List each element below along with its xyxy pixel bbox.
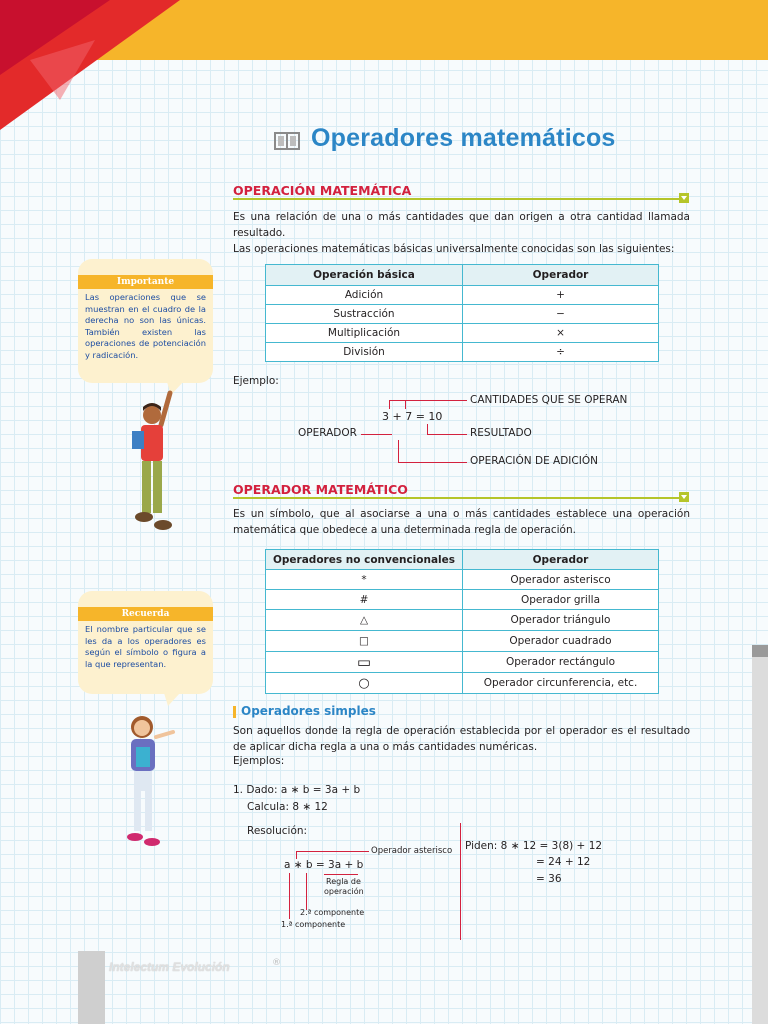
note-title: Importante <box>78 275 213 289</box>
label-resultado: RESULTADO <box>470 427 532 439</box>
arrow-line <box>398 462 467 463</box>
example-item: Calcula: 8 ∗ 12 <box>247 801 328 813</box>
equation: a ∗ b = 3a + b <box>284 859 364 871</box>
table-row <box>266 610 659 631</box>
arrow-line <box>389 400 390 409</box>
note-recuerda <box>78 591 213 694</box>
corner-decoration <box>0 0 180 135</box>
table-row <box>266 570 659 590</box>
right-edge-cap <box>752 645 768 657</box>
label-operador-asterisco: Operador asterisco <box>371 846 453 856</box>
table-cell: Operador asterisco <box>463 570 659 590</box>
table-cell: Operador grilla <box>463 590 659 610</box>
arrow-line <box>389 400 467 401</box>
book-icon <box>274 131 300 151</box>
table-cell: * <box>266 570 463 590</box>
registered-mark: ® <box>272 958 281 968</box>
chevron-down-icon <box>679 492 689 502</box>
table-header: Operador <box>463 550 659 570</box>
table-row <box>266 324 659 343</box>
arrow-line <box>296 851 297 859</box>
note-title: Recuerda <box>78 607 213 621</box>
label-regla: operación <box>324 887 364 896</box>
basic-operations-table <box>265 264 659 362</box>
table-cell: # <box>266 590 463 610</box>
operators-table <box>265 549 659 694</box>
note-importante <box>78 259 213 383</box>
section-heading-operador: OPERADOR MATEMÁTICO <box>233 482 408 497</box>
section-rule <box>233 497 683 499</box>
label-componente-1: 1.ª componente <box>281 920 346 929</box>
paragraph: Es un símbolo, que al asociarse a una o más cantidades establece una operación matemática que obedece a una determinada regla de operación. <box>233 508 690 536</box>
table-cell: Operador circunferencia, etc. <box>463 673 659 694</box>
table-cell: ▭ <box>266 652 463 673</box>
example-label: Ejemplo: <box>233 375 279 387</box>
label-regla: Regla de <box>326 877 361 886</box>
divider-line <box>460 823 461 940</box>
solution-line: = 36 <box>536 873 562 885</box>
label-componente-2: 2.ª componente <box>300 908 365 917</box>
footer-brand: Intelectum Evolución <box>109 960 230 974</box>
table-row <box>266 631 659 652</box>
table-header: Operación básica <box>266 265 463 286</box>
table-header: Operador <box>463 265 659 286</box>
right-edge-strip <box>752 645 768 1024</box>
table-cell: Adición <box>266 286 463 305</box>
table-cell: − <box>463 305 659 324</box>
speech-tail <box>162 693 182 707</box>
section-heading-operacion: OPERACIÓN MATEMÁTICA <box>233 183 412 198</box>
table-cell: Sustracción <box>266 305 463 324</box>
arrow-line <box>296 851 369 852</box>
paragraph: Son aquellos donde la regla de operación establecida por el operador es el resultado de aplicar dicha regla a una o más cantidades numéricas. <box>233 725 690 753</box>
girl-illustration <box>118 712 183 852</box>
subsection-marker <box>233 706 236 718</box>
arrow-line <box>405 400 406 409</box>
chevron-down-icon <box>679 193 689 203</box>
table-cell: ÷ <box>463 343 659 362</box>
arrow-line <box>361 434 392 435</box>
label-operacion: OPERACIÓN DE ADICIÓN <box>470 455 598 467</box>
arrow-line <box>427 434 467 435</box>
subsection-heading: Operadores simples <box>241 704 376 718</box>
table-cell: Multiplicación <box>266 324 463 343</box>
solution-line: = 24 + 12 <box>536 856 591 868</box>
boy-illustration <box>125 385 190 540</box>
table-row <box>266 590 659 610</box>
table-header: Operadores no convencionales <box>266 550 463 570</box>
table-cell: □ <box>266 631 463 652</box>
section-rule <box>233 198 683 200</box>
arrow-line <box>427 424 428 434</box>
table-cell: División <box>266 343 463 362</box>
table-cell: × <box>463 324 659 343</box>
examples-label: Ejemplos: <box>233 755 285 767</box>
arrow-line <box>289 873 290 919</box>
equation: 3 + 7 = 10 <box>382 410 443 423</box>
paragraph: Las operaciones matemáticas básicas universalmente conocidas son las siguientes: <box>233 243 675 255</box>
arrow-line <box>306 873 307 910</box>
resolution-label: Resolución: <box>247 825 308 837</box>
table-cell: △ <box>266 610 463 631</box>
note-body: Las operaciones que se muestran en el cuadro de la derecha no son las únicas. También existen las operaciones de potenciación y radicación. <box>85 292 206 360</box>
table-row <box>266 305 659 324</box>
table-cell: ○ <box>266 673 463 694</box>
table-row <box>266 343 659 362</box>
table-cell: + <box>463 286 659 305</box>
arrow-line <box>398 440 399 462</box>
table-row <box>266 652 659 673</box>
label-cantidades: CANTIDADES QUE SE OPERAN <box>470 394 628 406</box>
note-body: El nombre particular que se les da a los operadores es según el símbolo o figura a la que representan. <box>85 624 206 669</box>
table-row <box>266 673 659 694</box>
table-cell: Operador cuadrado <box>463 631 659 652</box>
solution-line: Piden: 8 ∗ 12 = 3(8) + 12 <box>465 840 603 852</box>
example-item: 1. Dado: a ∗ b = 3a + b <box>233 784 361 796</box>
table-cell: Operador triángulo <box>463 610 659 631</box>
table-row <box>266 286 659 305</box>
table-cell: Operador rectángulo <box>463 652 659 673</box>
page-title: Operadores matemáticos <box>311 124 616 152</box>
paragraph: Es una relación de una o más cantidades que dan origen a otra cantidad llamada resultado. <box>233 211 690 239</box>
footer-tab <box>78 951 105 1024</box>
arrow-line <box>324 874 358 875</box>
label-operador: OPERADOR <box>298 427 357 439</box>
